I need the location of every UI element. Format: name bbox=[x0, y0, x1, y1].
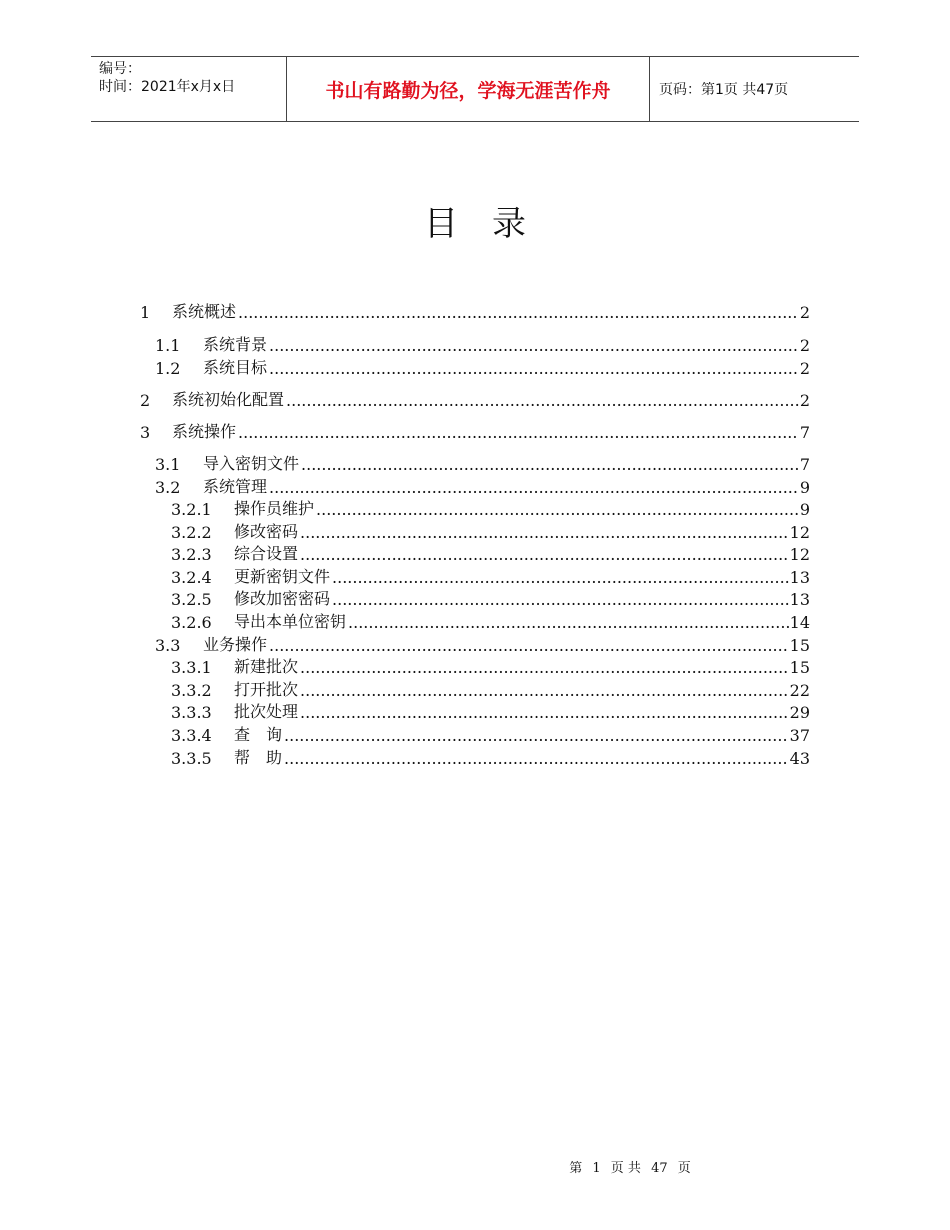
toc-entry-page: 37 bbox=[789, 726, 810, 745]
toc-entry-number: 3.2.4 bbox=[171, 568, 212, 587]
toc-entry-text: 系统初始化配置 bbox=[172, 390, 285, 409]
toc-leader-dots bbox=[269, 478, 799, 497]
toc-entry[interactable] bbox=[171, 542, 810, 564]
toc-entry-page: 7 bbox=[799, 455, 810, 474]
toc-entry[interactable] bbox=[171, 565, 810, 587]
toc-leader-dots bbox=[300, 703, 789, 722]
toc-entry-number: 3.3.4 bbox=[171, 726, 212, 745]
toc-leader-dots bbox=[238, 303, 799, 322]
header-meta bbox=[91, 57, 287, 121]
toc-entry[interactable] bbox=[140, 300, 810, 322]
toc-entry-number: 3.2.5 bbox=[171, 590, 212, 609]
footer-suffix: 页 bbox=[677, 1161, 691, 1176]
footer-mid: 页 共 bbox=[610, 1161, 641, 1176]
toc-entry-number: 1.1 bbox=[155, 336, 181, 355]
page-header bbox=[91, 56, 859, 122]
toc-entry-number: 3.2.6 bbox=[171, 613, 212, 632]
toc-entry-number: 1 bbox=[140, 303, 151, 322]
toc-entry[interactable] bbox=[171, 497, 810, 519]
toc-leader-dots bbox=[284, 726, 789, 745]
toc-entry-page: 43 bbox=[789, 749, 810, 768]
toc-entry-text: 系统操作 bbox=[172, 422, 237, 441]
toc-leader-dots bbox=[300, 681, 789, 700]
toc-entry-text: 打开批次 bbox=[234, 680, 299, 699]
toc-entry[interactable] bbox=[171, 655, 810, 677]
toc-leader-dots bbox=[269, 336, 799, 355]
page-footer bbox=[0, 1157, 950, 1176]
toc-leader-dots bbox=[301, 455, 799, 474]
toc-entry-number: 2 bbox=[140, 391, 151, 410]
toc-entry[interactable] bbox=[155, 356, 810, 378]
toc-entry-text: 查 询 bbox=[234, 725, 283, 744]
toc-entry-page: 15 bbox=[789, 658, 810, 677]
toc-entry-text: 修改加密密码 bbox=[234, 589, 331, 608]
toc-entry-number: 3 bbox=[140, 423, 151, 442]
toc-entry[interactable] bbox=[155, 333, 810, 355]
toc-leader-dots bbox=[332, 568, 789, 587]
toc-entry[interactable] bbox=[171, 723, 810, 745]
toc-leader-dots bbox=[348, 613, 789, 632]
toc-entry-number: 3.2.3 bbox=[171, 545, 212, 564]
toc-entry-text: 批次处理 bbox=[234, 702, 299, 721]
toc-entry-page: 29 bbox=[789, 703, 810, 722]
toc-entry[interactable] bbox=[155, 633, 810, 655]
toc-entry-number: 3.1 bbox=[155, 455, 181, 474]
toc-entry-page: 13 bbox=[789, 590, 810, 609]
header-number-label: 编号： bbox=[99, 61, 141, 77]
header-time-label: 时间：2021年x月x日 bbox=[99, 79, 236, 95]
footer-current-page: 1 bbox=[592, 1161, 601, 1176]
toc-entry[interactable] bbox=[171, 746, 810, 768]
toc-entry-page: 12 bbox=[789, 545, 810, 564]
toc-entry-page: 12 bbox=[789, 523, 810, 542]
toc-entry-page: 13 bbox=[789, 568, 810, 587]
toc-leader-dots bbox=[269, 636, 789, 655]
toc-entry-number: 3.3.5 bbox=[171, 749, 212, 768]
header-page-info: 页码：第1页 共47页 bbox=[659, 82, 789, 98]
toc-entry-page: 2 bbox=[799, 336, 810, 355]
toc-entry[interactable] bbox=[171, 520, 810, 542]
toc-leader-dots bbox=[284, 749, 789, 768]
toc-entry-page: 9 bbox=[799, 478, 810, 497]
toc-entry[interactable] bbox=[155, 452, 810, 474]
footer-prefix: 第 bbox=[569, 1161, 583, 1176]
toc-entry-text: 修改密码 bbox=[234, 522, 299, 541]
toc-entry-number: 3.3.2 bbox=[171, 681, 212, 700]
toc-entry-text: 系统管理 bbox=[203, 477, 268, 496]
toc-entry-page: 2 bbox=[799, 391, 810, 410]
toc-leader-dots bbox=[300, 545, 789, 564]
toc-entry-page: 22 bbox=[789, 681, 810, 700]
toc-leader-dots bbox=[269, 359, 799, 378]
toc-entry[interactable] bbox=[171, 700, 810, 722]
toc-entry-number: 1.2 bbox=[155, 359, 181, 378]
toc-entry-text: 导入密钥文件 bbox=[203, 454, 300, 473]
toc-leader-dots bbox=[238, 423, 799, 442]
footer-total-pages: 47 bbox=[651, 1161, 668, 1176]
toc-entry-text: 操作员维护 bbox=[234, 499, 315, 518]
toc-leader-dots bbox=[332, 590, 789, 609]
toc-leader-dots bbox=[300, 523, 789, 542]
toc-entry-number: 3.3.3 bbox=[171, 703, 212, 722]
toc-entry[interactable] bbox=[171, 587, 810, 609]
toc-entry-text: 帮 助 bbox=[234, 748, 283, 767]
toc-entry-page: 9 bbox=[799, 500, 810, 519]
toc-entry[interactable] bbox=[171, 678, 810, 700]
toc-entry[interactable] bbox=[155, 475, 810, 497]
toc-leader-dots bbox=[286, 391, 799, 410]
toc-entry-text: 系统背景 bbox=[203, 335, 268, 354]
toc-entry-page: 7 bbox=[799, 423, 810, 442]
toc-entry-text: 新建批次 bbox=[234, 657, 299, 676]
toc-entry[interactable] bbox=[171, 610, 810, 632]
toc-entry-page: 15 bbox=[789, 636, 810, 655]
toc-leader-dots bbox=[316, 500, 799, 519]
toc-leader-dots bbox=[300, 658, 789, 677]
toc-entry-page: 2 bbox=[799, 359, 810, 378]
toc-entry-number: 3.2.1 bbox=[171, 500, 212, 519]
toc-entry-number: 3.3 bbox=[155, 636, 181, 655]
toc-entry-page: 14 bbox=[789, 613, 810, 632]
toc-entry-text: 更新密钥文件 bbox=[234, 567, 331, 586]
toc-entry[interactable] bbox=[140, 420, 810, 442]
toc-title: 目录 bbox=[424, 204, 560, 244]
toc-entry-text: 导出本单位密钥 bbox=[234, 612, 347, 631]
toc-entry-number: 3.2 bbox=[155, 478, 181, 497]
toc-entry-text: 系统目标 bbox=[203, 358, 268, 377]
toc-entry[interactable] bbox=[140, 388, 810, 410]
toc-entry-text: 业务操作 bbox=[203, 635, 268, 654]
toc-entry-text: 系统概述 bbox=[172, 302, 237, 321]
toc-entry-page: 2 bbox=[799, 303, 810, 322]
toc-entry-number: 3.2.2 bbox=[171, 523, 212, 542]
toc-entry-text: 综合设置 bbox=[234, 544, 299, 563]
header-motto: 书山有路勤为径，学海无涯苦作舟 bbox=[287, 57, 650, 121]
toc-entry-number: 3.3.1 bbox=[171, 658, 212, 677]
